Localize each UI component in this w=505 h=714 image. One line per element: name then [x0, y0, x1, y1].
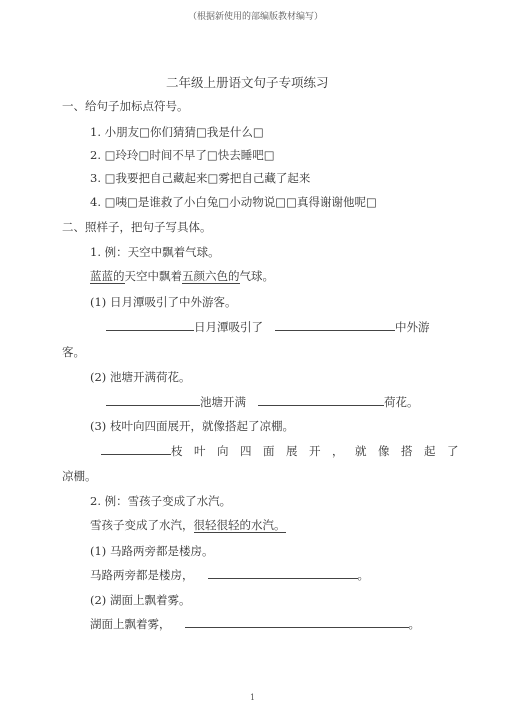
section1-item-1: 1. 小朋友□你们猜猜□我是什么□: [90, 125, 264, 139]
example1-answer-modifier-1: 蓝蓝的: [90, 269, 125, 283]
blank-line[interactable]: [258, 394, 384, 406]
ex1-q2-fill: [106, 394, 419, 410]
blank-line[interactable]: [185, 616, 409, 628]
section1-item-2: 2. □玲玲□时间不早了□快去睡吧□: [90, 148, 275, 162]
blank-line[interactable]: [208, 567, 358, 579]
header-note: （根据新使用的部编版教材编写）: [188, 12, 324, 22]
page-title: 二年级上册语文句子专项练习: [166, 75, 329, 90]
ex1-q1-wrap: 客。: [62, 345, 85, 359]
example1-answer: [90, 268, 274, 284]
ex1-q1-fill-end: 中外游: [395, 320, 430, 334]
ex2-q2: (2) 湖面上飘着雾。: [90, 593, 191, 607]
blank-line[interactable]: [106, 394, 200, 406]
ex2-q2-fill-text: 湖面上飘着雾，: [90, 617, 171, 631]
section1-item-4: 4. □咦□是谁救了小白兔□小动物说□□真得谢谢他呢□: [90, 195, 377, 209]
ex1-q2-fill-mid: 池塘开满: [200, 395, 246, 409]
ex1-q2: (2) 池塘开满荷花。: [90, 370, 191, 384]
ex1-q2-fill-end: 荷花。: [384, 395, 419, 409]
blank-line[interactable]: [101, 443, 171, 455]
example1-label: 1. 例：天空中飘着气球。: [90, 245, 220, 259]
example1-answer-end: 气球。: [239, 269, 274, 283]
section2-heading: 二、照样子，把句子写具体。: [62, 220, 212, 234]
example2-label: 2. 例：雪孩子变成了水汽。: [90, 494, 232, 508]
example2-answer-modifier: 很轻很轻的水汽。: [193, 518, 286, 532]
blank-line[interactable]: [275, 319, 395, 331]
ex2-q1-fill-text: 马路两旁都是楼房，: [90, 568, 194, 582]
example1-answer-modifier-2: 五颜六色的: [182, 269, 240, 283]
example1-answer-body: 天空中飘着: [124, 269, 182, 283]
section1-item-3: 3. □我要把自己藏起来□雾把自己藏了起来: [90, 171, 311, 185]
page-number: 1: [250, 693, 256, 702]
ex1-q3-wrap: 凉棚。: [62, 469, 97, 483]
ex1-q3: (3) 枝叶向四面展开，就像搭起了凉棚。: [90, 419, 294, 433]
ex2-q1-fill: [90, 567, 369, 583]
ex2-q2-fill: [90, 616, 420, 632]
ex1-q3-fill: [101, 443, 470, 459]
blank-line[interactable]: [106, 319, 194, 331]
ex2-q1-fill-end: 。: [357, 568, 369, 582]
ex1-q3-fill-text: 枝叶向四面展开，就像搭起了: [171, 444, 470, 458]
ex1-q1-fill: [106, 319, 430, 335]
section1-heading: 一、给句子加标点符号。: [62, 99, 189, 113]
ex2-q2-fill-end: 。: [408, 617, 420, 631]
ex2-q1: (1) 马路两旁都是楼房。: [90, 544, 214, 558]
example2-answer-body: 雪孩子变成了水汽，: [90, 518, 194, 532]
ex1-q1-fill-mid: 日月潭吸引了: [194, 320, 263, 334]
example2-answer: [90, 517, 286, 533]
ex1-q1: (1) 日月潭吸引了中外游客。: [90, 295, 237, 309]
